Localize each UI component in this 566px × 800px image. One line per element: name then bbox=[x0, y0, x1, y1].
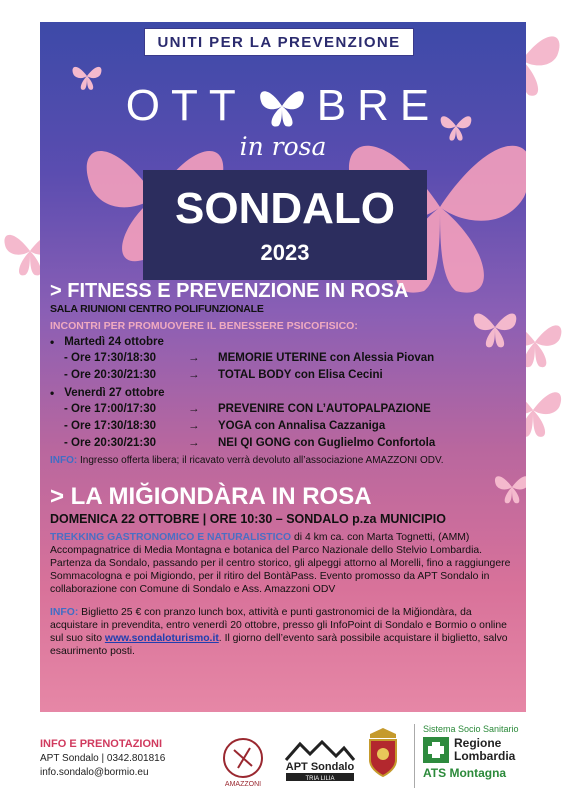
info-text: . Il giorno dell’evento sarà possibile acquistare il biglietto, salvo esaurimento posti. bbox=[50, 633, 508, 657]
city-banner bbox=[143, 170, 427, 280]
section2-description bbox=[50, 531, 520, 596]
session-time: - Ore 17:00/17:30 bbox=[64, 402, 157, 415]
amazzoni-logo bbox=[220, 736, 266, 788]
session-row bbox=[50, 417, 520, 434]
session-time: - Ore 17:30/18:30 bbox=[64, 419, 157, 432]
municipality-crest-icon bbox=[364, 726, 402, 778]
session-row bbox=[50, 434, 520, 451]
arrow-icon: → bbox=[188, 368, 200, 381]
section1-info bbox=[50, 455, 520, 466]
session-row bbox=[50, 349, 520, 366]
bullet-icon: • bbox=[50, 335, 55, 349]
session-time: - Ore 20:30/21:30 bbox=[64, 436, 157, 449]
info-label: INFO: bbox=[50, 455, 78, 466]
section2-title: > LA MIĞIONDÀRA IN ROSA bbox=[50, 483, 372, 510]
day-heading: • Venerdì 27 ottobre bbox=[50, 386, 165, 400]
day-heading: • Martedì 24 ottobre bbox=[50, 335, 164, 349]
apt-logo-subtext: TRIA LILIA bbox=[305, 776, 335, 782]
session-time: - Ore 20:30/21:30 bbox=[64, 368, 157, 381]
session-activity: PREVENIRE CON L’AUTOPALPAZIONE bbox=[218, 402, 431, 415]
amazzoni-logo-text: AMAZZONI bbox=[224, 781, 262, 788]
ats-name: ATS Montagna bbox=[423, 766, 507, 780]
session-row bbox=[50, 366, 520, 383]
arrow-icon: → bbox=[188, 419, 200, 432]
region-line-1: Regione bbox=[454, 736, 502, 750]
session-time: - Ore 17:30/18:30 bbox=[64, 351, 157, 364]
section2-date: DOMENICA 22 OTTOBRE | ORE 10:30 – SONDALO p.za MUNICIPIO bbox=[50, 512, 446, 526]
session-activity: MEMORIE UTERINE con Alessia Piovan bbox=[218, 351, 435, 364]
footer-email[interactable]: info.sondalo@bormio.eu bbox=[40, 767, 149, 778]
regione-lombardia-text bbox=[454, 737, 515, 763]
program-content bbox=[50, 280, 520, 658]
arrow-icon: → bbox=[188, 402, 200, 415]
session-activity: TOTAL BODY con Elisa Cecini bbox=[218, 368, 383, 381]
lombardia-cross-icon bbox=[423, 737, 449, 763]
section1-subtitle: INCONTRI PER PROMUOVERE IL BENESSERE PSICOFISICO: bbox=[50, 320, 358, 332]
website-link[interactable]: www.sondaloturismo.it bbox=[104, 633, 219, 644]
month-title-left: OTT bbox=[125, 81, 247, 130]
session-row bbox=[50, 400, 520, 417]
month-title bbox=[40, 78, 526, 134]
session-activity: YOGA con Annalisa Cazzaniga bbox=[218, 419, 386, 432]
campaign-title-box bbox=[144, 28, 414, 56]
butterfly-icon bbox=[257, 82, 307, 130]
campaign-title: UNITI PER LA PREVENZIONE bbox=[157, 33, 401, 51]
month-title-right: BRE bbox=[316, 81, 441, 130]
ats-system-label: Sistema Socio Sanitario bbox=[423, 724, 519, 734]
section1-title: > FITNESS E PREVENZIONE IN ROSA bbox=[50, 280, 409, 302]
subtitle-in-rosa: in rosa bbox=[239, 132, 327, 161]
region-line-2: Lombardia bbox=[454, 749, 516, 763]
description-highlight: TREKKING GASTRONOMICO E NATURALISTICO bbox=[50, 532, 292, 543]
event-year: 2023 bbox=[260, 240, 310, 265]
info-label: INFO: bbox=[50, 607, 79, 618]
section2-info bbox=[50, 606, 520, 658]
footer-phone: APT Sondalo | 0342.801816 bbox=[40, 753, 166, 764]
poster-panel bbox=[40, 22, 526, 712]
bullet-icon: • bbox=[50, 386, 55, 400]
ats-montagna-logo bbox=[414, 724, 554, 788]
apt-logo-text: APT Sondalo bbox=[285, 761, 355, 773]
description-text: di 4 km ca. con Marta Tognetti, (AMM) Accompagnatrice di Media Montagna e botanica del Parco Nazionale dello Stelvio Lombardia. Partenza da Sondalo, passando per il centro storico, gli alpeggi attorno al Morelli, fino a raggiungere Sommacologna e poi Migiondo, per il ritiro del BontàPass. Evento promosso da APT Sondalo in collaborazione con Comune di Sondalo e Ass. Amazzoni ODV bbox=[50, 532, 511, 595]
session-activity: NEI QI GONG con Guglielmo Confortola bbox=[218, 436, 436, 449]
arrow-icon: → bbox=[188, 436, 200, 449]
info-text: Biglietto 25 € con pranzo lunch box, attività e punti gastronomici de la Miğiondàra, da acquistare in prevendita, entro venerdì 20 ottobre, presso gli InfoPoint di Sondalo e Bormio o online sul suo sito bbox=[50, 607, 507, 644]
apt-sondalo-logo bbox=[282, 738, 358, 782]
city-name: SONDALO bbox=[175, 184, 395, 233]
regione-lombardia-mark bbox=[423, 737, 554, 763]
footer-contacts bbox=[40, 738, 210, 778]
footer-title: INFO E PRENOTAZIONI bbox=[40, 738, 163, 750]
info-text: Ingresso offerta libera; il ricavato verrà devoluto all’associazione AMAZZONI ODV. bbox=[77, 455, 444, 466]
section1-venue: SALA RIUNIONI CENTRO POLIFUNZIONALE bbox=[50, 303, 264, 315]
arrow-icon: → bbox=[188, 351, 200, 364]
